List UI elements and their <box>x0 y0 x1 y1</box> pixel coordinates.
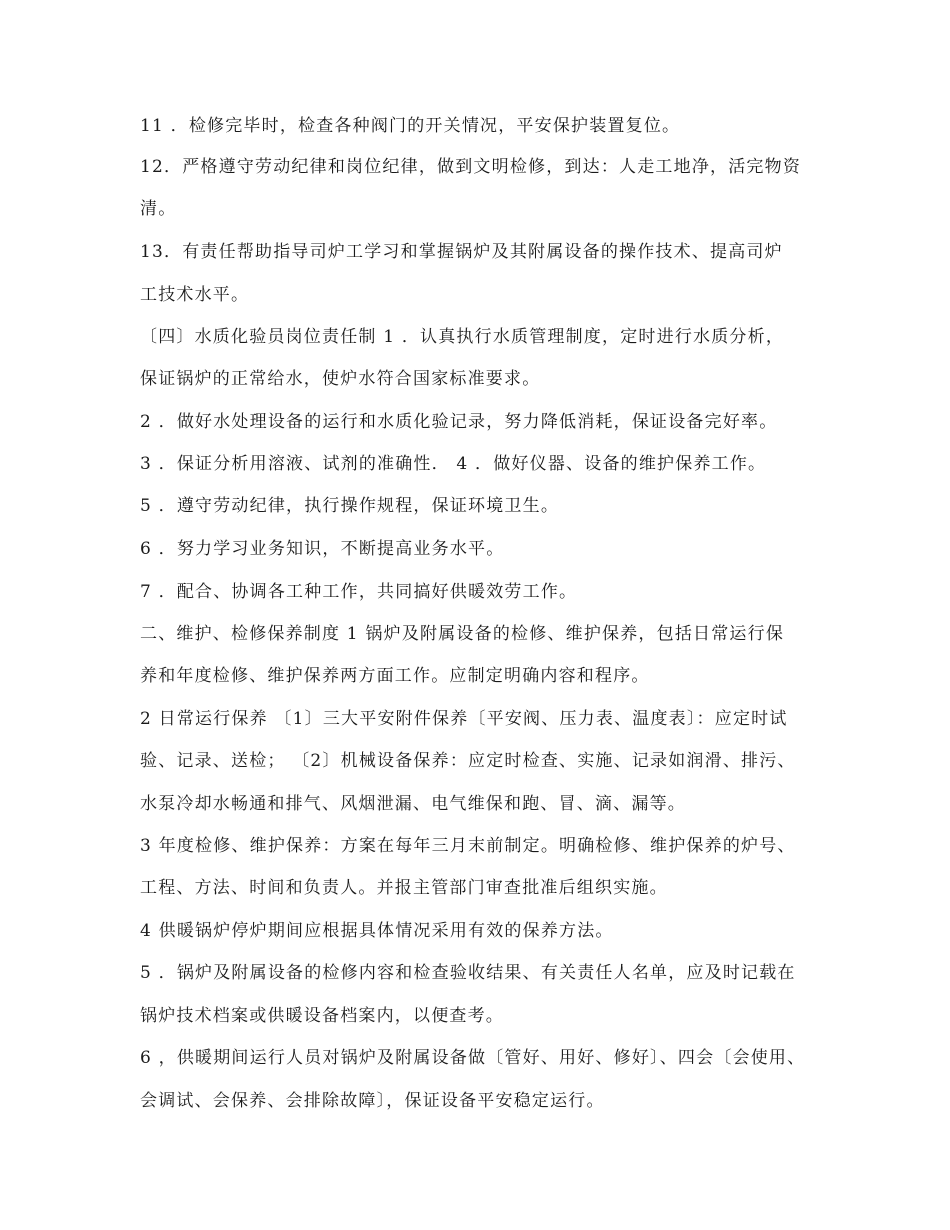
text-line: 13．有责任帮助指导司炉工学习和掌握锅炉及其附属设备的操作技术、提高司炉 <box>140 242 783 262</box>
text-line: 水泵冷却水畅通和排气、风烟泄漏、电气维保和跑、冒、滴、漏等。 <box>140 794 686 814</box>
text-line: 7 ．配合、协调各工种工作，共同搞好供暖效劳工作。 <box>140 582 578 602</box>
text-line: 3 年度检修、维护保养：方案在每年三月末前制定。明确检修、维护保养的炉号、 <box>140 836 796 856</box>
text-line: 锅炉技术档案或供暖设备档案内，以便查考。 <box>140 1006 504 1026</box>
text-line: 5 ．遵守劳动纪律，执行操作规程，保证环境卫生。 <box>140 496 560 516</box>
text-line: 会调试、会保养、会排除故障〕，保证设备平安稳定运行。 <box>140 1091 605 1111</box>
text-line: 验、记录、送检； 〔2〕机械设备保养：应定时检查、实施、记录如润滑、排污、 <box>140 751 796 771</box>
text-line: 工技术水平。 <box>140 285 250 305</box>
text-line: 〔四〕水质化验员岗位责任制 1 ．认真执行水质管理制度，定时进行水质分析， <box>140 327 785 347</box>
text-line: 3 ．保证分析用溶液、试剂的准确性． 4 ．做好仪器、设备的维护保养工作。 <box>140 454 767 474</box>
text-line: 养和年度检修、维护保养两方面工作。应制定明确内容和程序。 <box>140 666 650 686</box>
text-line: 保证锅炉的正常给水，使炉水符合国家标准要求。 <box>140 369 541 389</box>
text-line: 12．严格遵守劳动纪律和岗位纪律，做到文明检修，到达：人走工地净，活完物资 <box>140 157 802 177</box>
text-line: 5 ．锅炉及附属设备的检修内容和检查验收结果、有关责任人名单，应及时记载在 <box>140 963 796 983</box>
text-line: 清。 <box>140 199 177 219</box>
text-line: 2 ．做好水处理设备的运行和水质化验记录，努力降低消耗，保证设备完好率。 <box>140 412 778 432</box>
text-line: 4 供暖锅炉停炉期间应根据具体情况采用有效的保养方法。 <box>140 921 614 941</box>
text-line: 2 日常运行保养 〔1〕三大平安附件保养〔平安阀、压力表、温度表〕：应定时试 <box>140 709 788 729</box>
text-line: 11 ．检修完毕时，检查各种阀门的开关情况，平安保护装置复位。 <box>140 116 681 136</box>
text-line: 6 ，供暖期间运行人员对锅炉及附属设备做〔管好、用好、修好〕、四会〔会使用、 <box>140 1048 806 1068</box>
text-line: 工程、方法、时间和负责人。并报主管部门审查批准后组织实施。 <box>140 878 668 898</box>
text-line: 二、维护、检修保养制度 1 锅炉及附属设备的检修、维护保养，包括日常运行保 <box>140 624 785 644</box>
text-line: 6 ．努力学习业务知识，不断提高业务水平。 <box>140 539 505 559</box>
